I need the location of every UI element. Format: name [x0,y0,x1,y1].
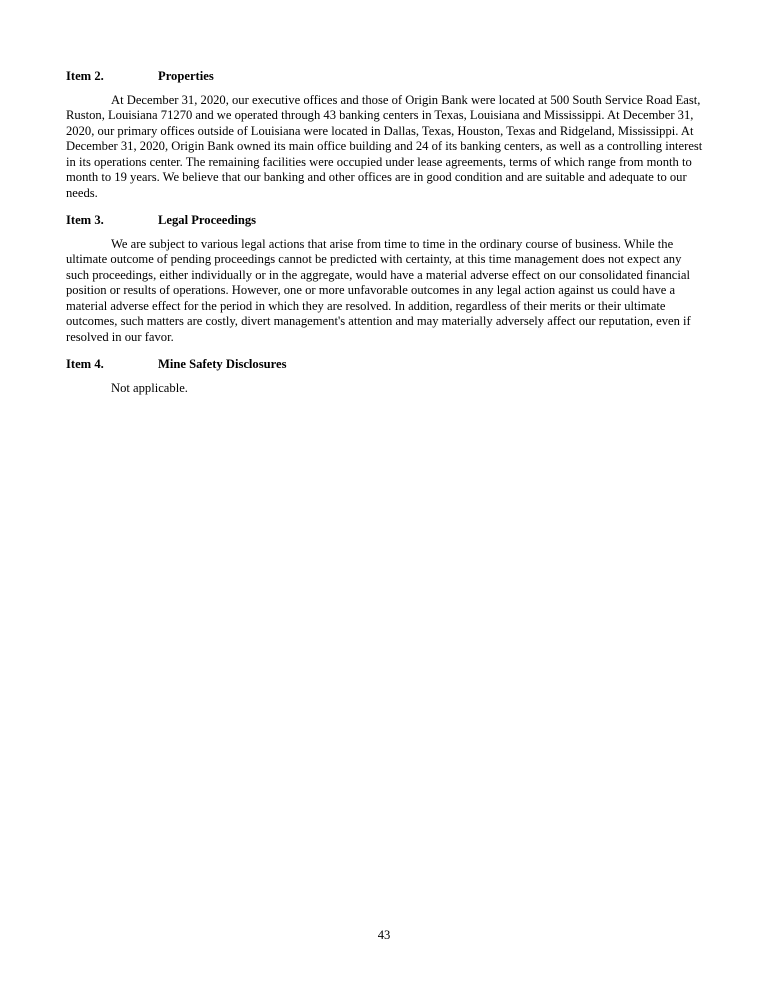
section-item-2 [66,69,706,201]
paragraph: We are subject to various legal actions that arise from time to time in the ordinary course of business. While the ultimate outcome of pending proceedings cannot be predicted with certainty, at this time management does not expect any such proceedings, either individually or in the aggregate, would have a material adverse effect on our consolidated financial position or results of operations. However, one or more unfavorable outcomes in any legal action against us could have a material adverse effect for the period in which they are resolved. In addition, regardless of their merits or their ultimate outcomes, such matters are costly, divert management's attention and may materially adversely affect our reputation, even if resolved in our favor. [66,236,691,344]
section-item-4 [66,357,706,396]
item-number: Item 3. [66,213,104,227]
page-number: 43 [377,928,391,942]
item-number: Item 2. [66,69,104,83]
item-title: Mine Safety Disclosures [158,357,287,371]
paragraph: At December 31, 2020, our executive offices and those of Origin Bank were located at 500 South Service Road East, Ruston, Louisiana 71270 and we operated through 43 banking centers in Texas, Louisiana and Mississippi. At December 31, 2020, our primary offices outside of Louisiana were located in Dallas, Texas, Houston, Texas and Ridgeland, Mississippi. At December 31, 2020, Origin Bank owned its main office building and 24 of its banking centers, as well as a controlling interest in its operations center. The remaining facilities were occupied under lease agreements, terms of which range from month to month to 19 years. We believe that our banking and other offices are in good condition and are suitable and adequate to our needs. [66,92,703,200]
section-item-3 [66,213,706,345]
paragraph: Not applicable. [111,380,188,395]
item-number: Item 4. [66,357,104,371]
item-title: Legal Proceedings [158,213,257,227]
page-content [66,69,706,408]
section-heading [66,213,706,229]
item-title: Properties [158,69,214,83]
section-heading [66,69,706,85]
section-heading [66,357,706,373]
